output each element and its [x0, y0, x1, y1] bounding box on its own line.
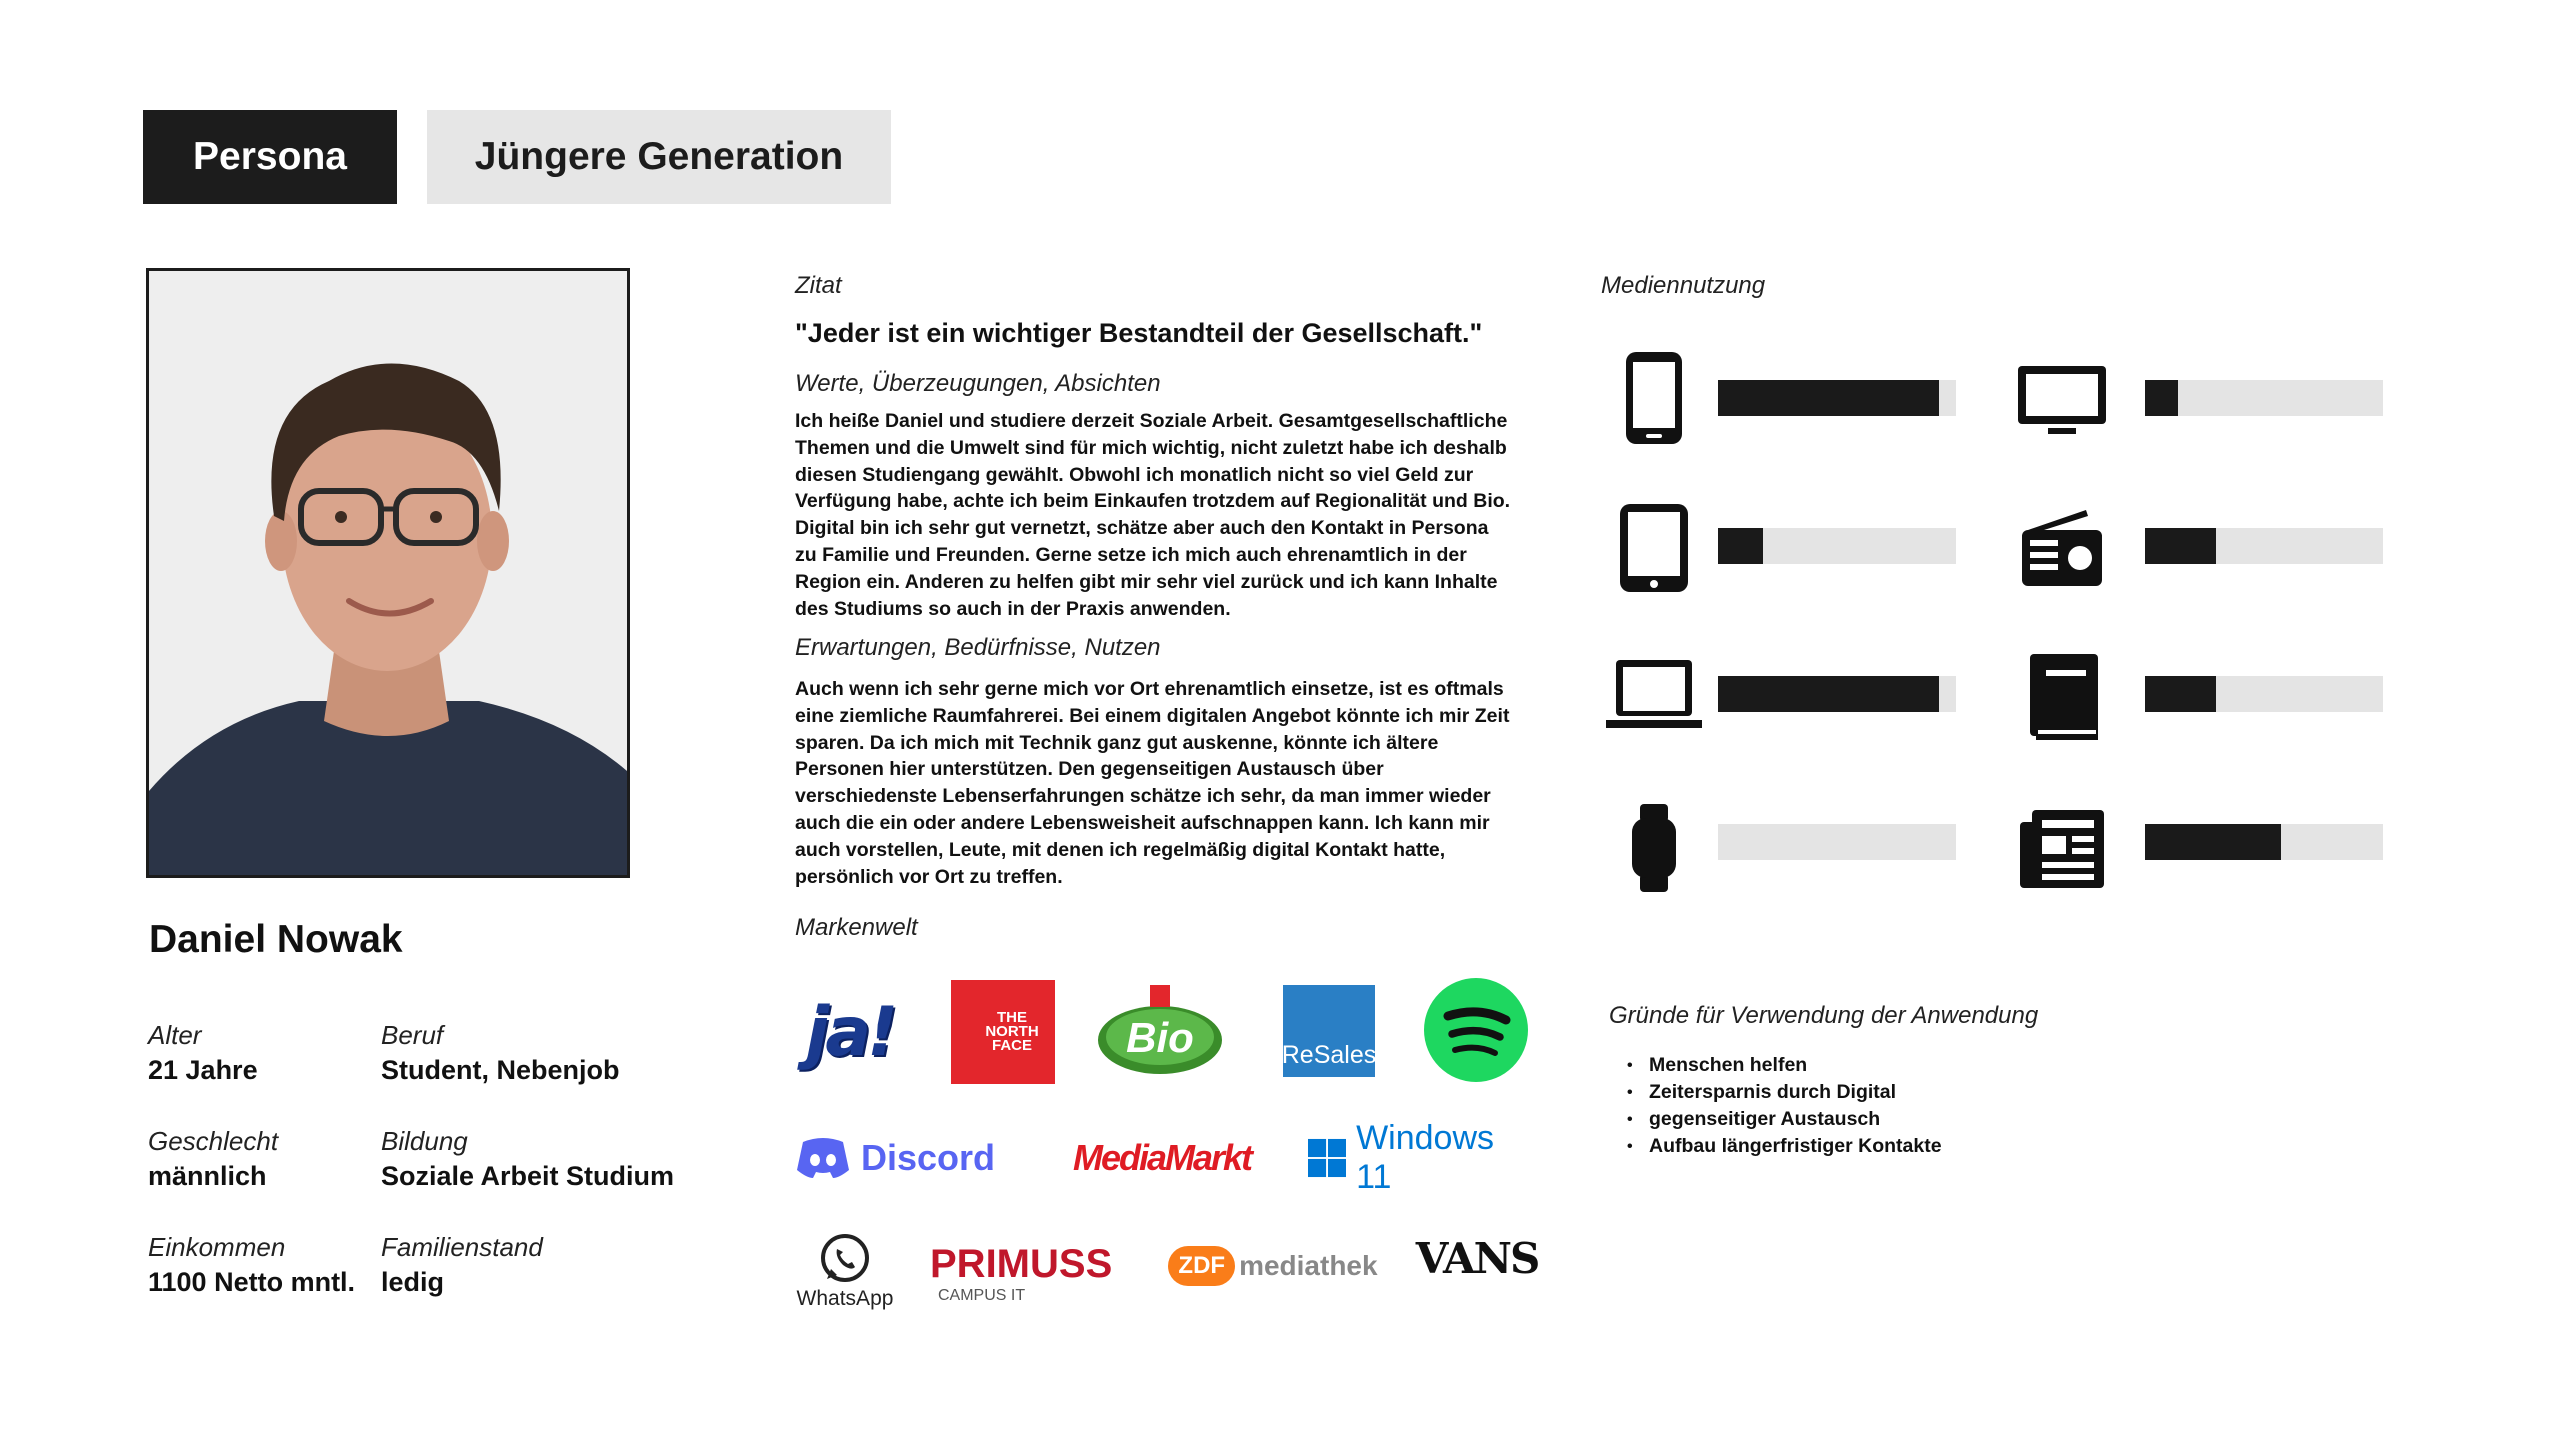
values-text: Ich heiße Daniel und studiere derzeit Soziale Arbeit. Gesamtgesellschaftliche Themen und die Umwelt sind für mich wichtig, nicht zuletzt habe ich deshalb diesen Studiengang gewählt. Obwohl ich monatlich nicht so viel Geld zur Verfügung habe, achte ich beim Einkaufen trotzdem auf Regionalität und Bio. Digital bin ich sehr gut vernetzt, schätze aber auch den Kontakt in Persona zu Familie und Freunden. Gerne setze ich mich auch ehrenamtlich in der Region ein. Anderen zu helfen gibt mir sehr viel zurück und ich kann Inhalte des Studiums so auch in der Praxis anwenden. — [795, 410, 1511, 620]
usage-bar-fill — [2145, 824, 2281, 860]
usage-bar-fill — [2145, 676, 2216, 712]
persona-photo — [146, 268, 630, 878]
discord-logo: Discord — [795, 1128, 1015, 1188]
usage-bar-fill — [1718, 676, 1939, 712]
usage-bar-tablet — [1718, 528, 1956, 564]
newspaper-icon — [2014, 800, 2110, 896]
reasons-list — [1613, 1052, 1942, 1160]
usage-bar-fill — [1718, 528, 1763, 564]
list-item: • Aufbau längerfristiger Kontakte — [1649, 1133, 1942, 1160]
persona-name: Daniel Nowak — [149, 918, 403, 961]
fact-income — [148, 1232, 355, 1298]
reasons-label: Gründe für Verwendung der Anwendung — [1609, 1002, 2039, 1029]
book-icon — [2014, 650, 2110, 746]
mediamarkt-logo: MediaMarkt — [1072, 1137, 1252, 1178]
fact-gender — [148, 1126, 278, 1192]
usage-bar-radio — [2145, 528, 2383, 564]
vans-logo: VANS — [1415, 1233, 1539, 1283]
expectations-text: Auch wenn ich sehr gerne mich vor Ort ehrenamtlich einsetze, ist es oftmals eine ziemliche Raumfahrerei. Bei einem digitalen Angebot könnte ich mir Zeit sparen. Da ich mich mit Technik ganz gut auskenne, könnte ich ältere Personen hier unterstützen. Den gegenseitigen Austausch über verschiedenste Lebenserfahrungen schätze ich sehr, da man immer wieder auch die ein oder andere Lebensweisheit aufschnappen kann. Ich kann mir auch vorstellen, Leute, mit denen ich regelmäßig digital Kontakt hatte, persönlich vor Ort zu treffen. — [795, 678, 1510, 888]
usage-bar-fill — [2145, 380, 2178, 416]
list-item: • Zeitersparnis durch Digital — [1649, 1079, 1942, 1106]
usage-bar-newspaper — [2145, 824, 2383, 860]
usage-bar-tv — [2145, 380, 2383, 416]
fact-value: Student, Nebenjob — [381, 1055, 620, 1085]
fact-label: Einkommen — [148, 1232, 286, 1262]
zdf-logo: ZDF mediathek — [1158, 1236, 1388, 1296]
media-label: Mediennutzung — [1601, 272, 1766, 299]
quote-text: "Jeder ist ein wichtiger Bestandteil der Gesellschaft." — [795, 318, 1483, 348]
bio-logo: Bio — [1095, 985, 1225, 1080]
ja-logo: ja! — [805, 993, 895, 1072]
tv-icon — [2014, 350, 2110, 446]
usage-bar-smartphone — [1718, 380, 1956, 416]
fact-label: Bildung — [381, 1126, 468, 1156]
expectations-label: Erwartungen, Bedürfnisse, Nutzen — [795, 634, 1161, 661]
usage-bar-fill — [1718, 380, 1939, 416]
smartwatch-icon — [1606, 800, 1702, 896]
fact-label: Familienstand — [381, 1232, 543, 1262]
fact-value: 1100 Netto mntl. — [148, 1267, 356, 1297]
tab-group[interactable]: Jüngere Generation — [427, 110, 891, 204]
windows-logo: Windows 11 — [1308, 1128, 1530, 1188]
fact-label: Beruf — [381, 1020, 444, 1050]
fact-value: ledig — [381, 1267, 445, 1297]
whatsapp-logo: WhatsApp — [790, 1222, 900, 1322]
spotify-logo — [1424, 978, 1528, 1082]
fact-value: Soziale Arbeit Studium — [381, 1161, 675, 1191]
fact-marital — [381, 1232, 543, 1298]
usage-bar-fill — [2145, 528, 2216, 564]
tablet-icon — [1606, 500, 1702, 596]
fact-label: Geschlecht — [148, 1126, 279, 1156]
smartphone-icon — [1606, 350, 1702, 446]
list-item: • Menschen helfen — [1649, 1052, 1942, 1079]
primuss-logo: PRIMUSS CAMPUS IT — [930, 1241, 1113, 1304]
radio-icon — [2014, 500, 2110, 596]
fact-value: 21 Jahre — [148, 1055, 258, 1085]
values-label: Werte, Überzeugungen, Absichten — [795, 370, 1161, 397]
usage-bar-book — [2145, 676, 2383, 712]
usage-bar-laptop — [1718, 676, 1956, 712]
fact-value: männlich — [148, 1161, 267, 1191]
list-item: • gegenseitiger Austausch — [1649, 1106, 1942, 1133]
resales-logo: ReSales — [1283, 985, 1375, 1077]
north-face-logo: THE NORTH FACE — [951, 980, 1055, 1084]
brands-label: Markenwelt — [795, 914, 918, 941]
usage-bar-smartwatch — [1718, 824, 1956, 860]
laptop-icon — [1606, 650, 1702, 746]
fact-label: Alter — [148, 1020, 202, 1050]
tab-persona[interactable]: Persona — [143, 110, 397, 204]
fact-education — [381, 1126, 674, 1192]
fact-age — [148, 1020, 258, 1086]
quote-label: Zitat — [795, 272, 842, 299]
fact-job — [381, 1020, 620, 1086]
